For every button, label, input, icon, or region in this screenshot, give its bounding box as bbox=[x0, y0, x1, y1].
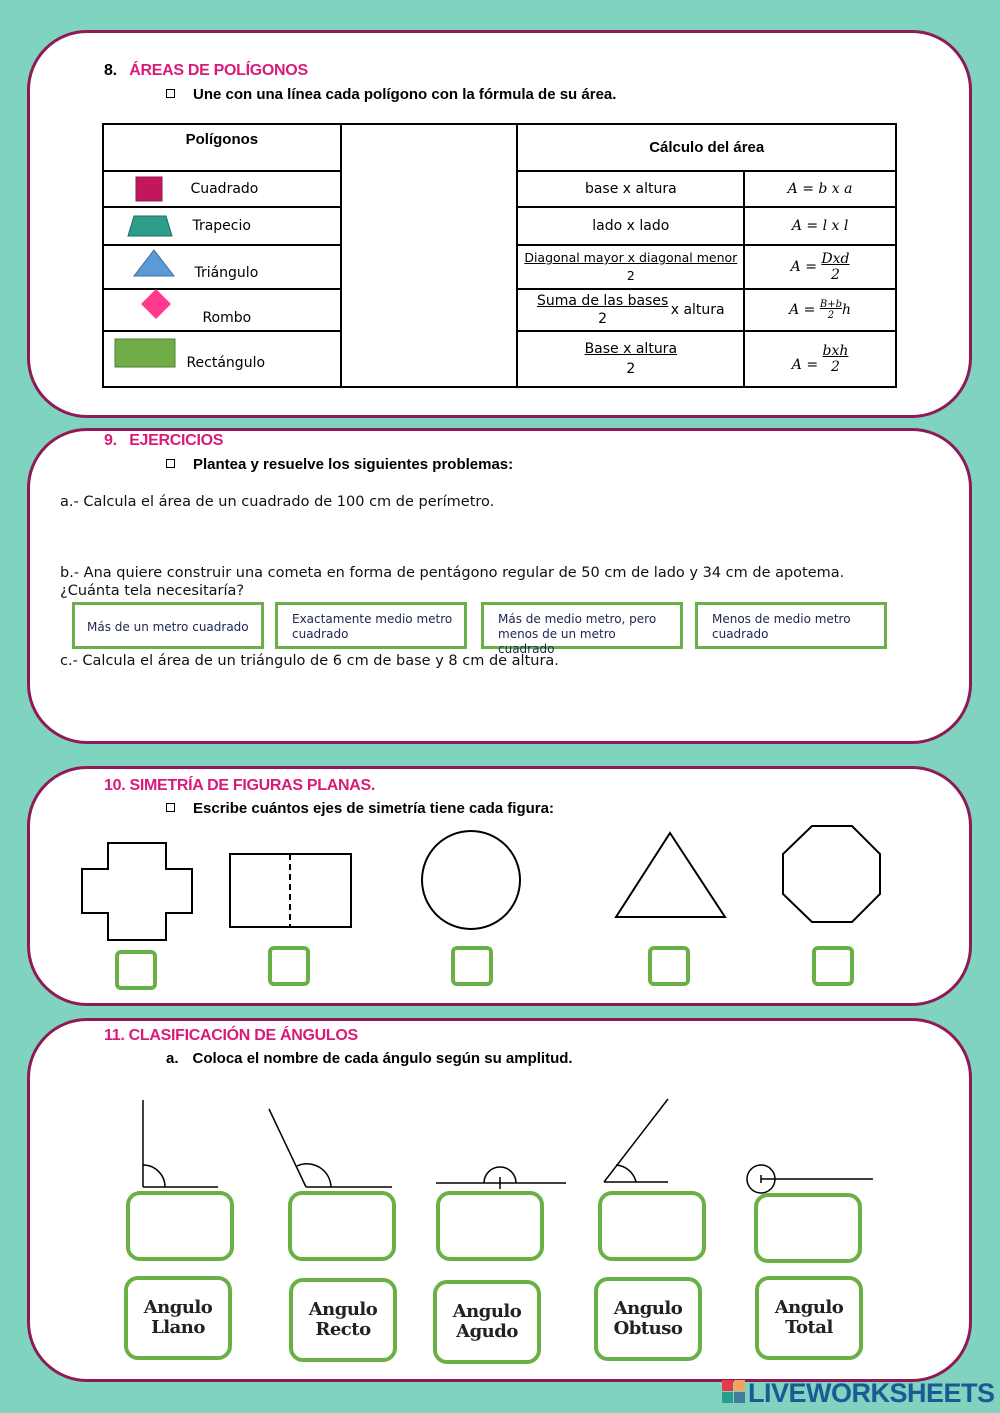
section-11-instruction: a. Coloca el nombre de cada ángulo según su amplitud. bbox=[166, 1050, 573, 1067]
polygon-row-rombo[interactable]: Rombo bbox=[103, 289, 341, 331]
exercise-b-line1: b.- Ana quiere construir una cometa en forma de pentágono regular de 50 cm de lado y 34 cm de apotema. bbox=[60, 565, 845, 581]
section-9-instruction: Plantea y resuelve los siguientes problemas: bbox=[166, 456, 513, 473]
label-angulo-total[interactable]: Angulo Total bbox=[755, 1276, 863, 1360]
formula-row-2[interactable]: A = l x l bbox=[744, 207, 896, 245]
label-angulo-obtuso[interactable]: Angulo Obtuso bbox=[594, 1277, 702, 1361]
right-angle-drawing bbox=[143, 1100, 218, 1187]
section-8-title: 8. ÁREAS DE POLÍGONOS bbox=[104, 62, 308, 79]
polygon-row-cuadrado[interactable]: Cuadrado bbox=[103, 171, 341, 207]
polygon-row-trapecio[interactable]: Trapecio bbox=[103, 207, 341, 245]
option-between-half-and-one-m2[interactable]: Más de medio metro, pero menos de un metro cuadrado bbox=[481, 602, 683, 649]
polygon-row-rectangulo[interactable]: Rectángulo bbox=[103, 331, 341, 387]
header-calc: Cálculo del área bbox=[517, 124, 896, 171]
section-10-title: 10. SIMETRÍA DE FIGURAS PLANAS. bbox=[104, 777, 376, 794]
angle-answer-slot-3[interactable] bbox=[436, 1191, 544, 1261]
formula-row-5[interactable]: A = $\frac{\text{bxh}}{2}$ bbox=[744, 331, 896, 387]
section-9-title: 9. EJERCICIOS bbox=[104, 432, 224, 449]
section-10-instruction: Escribe cuántos ejes de simetría tiene cada figura: bbox=[166, 800, 554, 817]
header-polygons: Polígonos bbox=[103, 124, 341, 171]
calc-row-1[interactable]: base x altura bbox=[517, 171, 744, 207]
full-angle-drawing bbox=[747, 1165, 873, 1193]
label-angulo-recto[interactable]: Angulo Recto bbox=[289, 1278, 397, 1362]
live-badge-icon bbox=[722, 1380, 746, 1404]
calc-row-3[interactable]: $\frac{\text{Diagonal mayor x diagonal menor}}{2}$ bbox=[517, 245, 744, 289]
section-11-title: 11. CLASIFICACIÓN DE ÁNGULOS bbox=[104, 1027, 358, 1044]
calc-row-5[interactable]: $\frac{\text{Base x altura}}{2}$ bbox=[517, 331, 744, 387]
option-more-than-one-m2[interactable]: Más de un metro cuadrado bbox=[72, 602, 264, 649]
obtuse-angle-drawing bbox=[269, 1109, 392, 1187]
exercise-c: c.- Calcula el área de un triángulo de 6 cm de base y 8 cm de altura. bbox=[60, 653, 559, 669]
formula-row-1[interactable]: A = b x a bbox=[744, 171, 896, 207]
liveworksheets-logo: LIVEWORKSHEETS bbox=[722, 1378, 995, 1409]
exercise-b-line2: ¿Cuánta tela necesitaría? bbox=[60, 583, 245, 599]
angle-answer-slot-1[interactable] bbox=[126, 1191, 234, 1261]
section-8-instruction: Une con una línea cada polígono con la fórmula de su área. bbox=[166, 86, 616, 103]
straight-angle-drawing bbox=[436, 1167, 566, 1189]
option-less-than-half-m2[interactable]: Menos de medio metro cuadrado bbox=[695, 602, 887, 649]
calc-row-2[interactable]: lado x lado bbox=[517, 207, 744, 245]
acute-angle-drawing bbox=[604, 1099, 668, 1182]
exercise-a: a.- Calcula el área de un cuadrado de 100 cm de perímetro. bbox=[60, 494, 495, 510]
angle-answer-slot-4[interactable] bbox=[598, 1191, 706, 1261]
formula-row-4[interactable]: A = $\frac{B+b}{2}h$ bbox=[744, 289, 896, 331]
calc-row-4[interactable]: $\frac{\text{Suma de las bases}}{2}$ x altura bbox=[517, 289, 744, 331]
formula-row-3[interactable]: A = $\frac{\text{Dxd}}{2}$ bbox=[744, 245, 896, 289]
angle-answer-slot-2[interactable] bbox=[288, 1191, 396, 1261]
label-angulo-llano[interactable]: Angulo Llano bbox=[124, 1276, 232, 1360]
label-angulo-agudo[interactable]: Angulo Agudo bbox=[433, 1280, 541, 1364]
option-exactly-half-m2[interactable]: Exactamente medio metro cuadrado bbox=[275, 602, 467, 649]
polygon-row-triangulo[interactable]: Triángulo bbox=[103, 245, 341, 289]
angle-answer-slot-5[interactable] bbox=[754, 1193, 862, 1263]
